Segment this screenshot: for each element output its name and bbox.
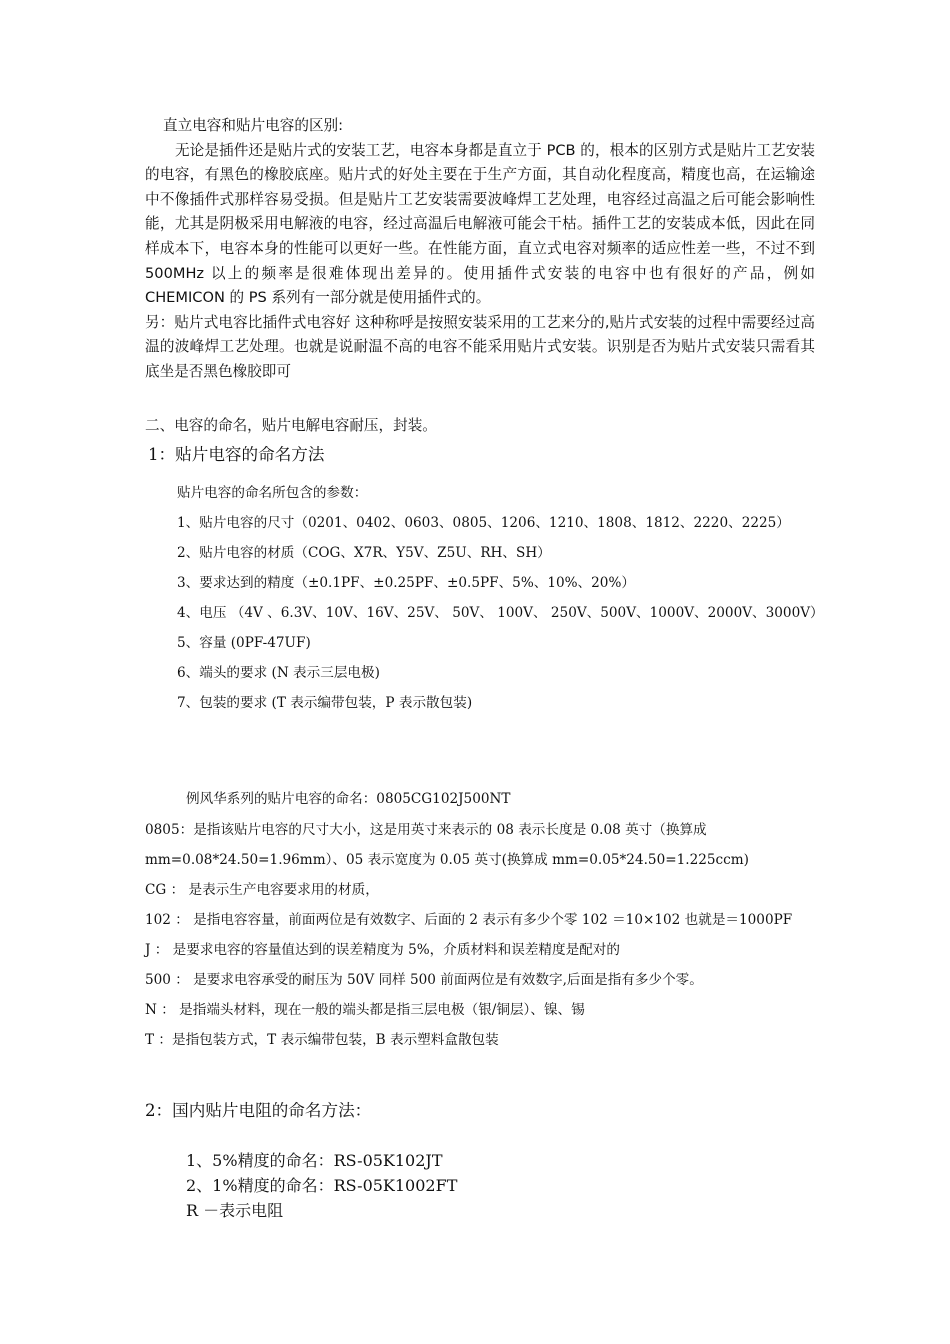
- detail-item: CG ： 是表示生产电容要求用的材质，: [145, 882, 379, 898]
- detail-item: N ： 是指端头材料，现在一般的端头都是指三层电极（银/铜层）、镍、锡: [145, 1002, 585, 1018]
- resistor-heading: 2：国内贴片电阻的命名方法：: [145, 1101, 372, 1120]
- list-item: 2、1%精度的命名：RS-05K1002FT: [186, 1176, 458, 1195]
- detail-item: 102 ： 是指电容容量，前面两位是有效数字、后面的 2 表示有多少个零 102 ＝10×102 也就是＝1000PF: [145, 912, 793, 928]
- params-intro: 贴片电容的命名所包含的参数：: [177, 485, 368, 501]
- list-item: 1、5%精度的命名：RS-05K102JT: [186, 1151, 443, 1170]
- list-item: 1、贴片电容的尺寸（0201、0402、0603、0805、1206、1210、1808、1812、2220、2225）: [177, 515, 790, 531]
- list-item: 5、容量 (0PF-47UF): [177, 635, 311, 651]
- naming-example: 例风华系列的贴片电容的命名：0805CG102J500NT: [186, 791, 511, 807]
- section-title: 直立电容和贴片电容的区别:: [163, 117, 344, 134]
- list-item: R －表示电阻: [186, 1201, 284, 1220]
- resistor-list: [186, 1148, 457, 1223]
- list-item: 7、包装的要求 (T 表示编带包装，P 表示散包装): [177, 695, 473, 711]
- section-heading: 二、电容的命名，贴片电解电容耐压，封装。: [145, 417, 437, 434]
- detail-item: 500 ： 是要求电容承受的耐压为 50V 同样 500 前面两位是有效数字,后面是指有多少个零。: [145, 972, 703, 988]
- detail-item: T ：是指包装方式，T 表示编带包装，B 表示塑料盒散包装: [145, 1032, 499, 1048]
- detail-item: J ： 是要求电容的容量值达到的误差精度为 5%，介质材料和误差精度是配对的: [145, 942, 620, 958]
- detail-item: 0805：是指该贴片电容的尺寸大小，这是用英寸来表示的 08 表示长度是 0.08 英寸（换算成 mm=0.08*24.50=1.96mm）、05 表示宽度为 0.05 英寸(换算成 mm=0.05*24.50=1.225ccm): [145, 822, 749, 868]
- list-item: 4、电压 （4V 、6.3V、10V、16V、25V、 50V、 100V、 250V、500V、1000V、2000V、3000V）: [177, 605, 824, 621]
- sub-heading: 1：贴片电容的命名方法: [148, 445, 325, 464]
- list-item: 3、要求达到的精度（±0.1PF、±0.25PF、±0.5PF、5%、10%、20%）: [177, 575, 635, 591]
- list-item: 6、端头的要求 (N 表示三层电极): [177, 665, 380, 681]
- params-list: [177, 478, 824, 718]
- paragraph: 无论是插件还是贴片式的安装工艺，电容本身都是直立于 PCB 的，根本的区别方式是贴片工艺安装的电容，有黑色的橡胶底座。贴片式的好处主要在于生产方面，其自动化程度高，精度也高，在运输途中不像插件式那样容易受损。但是贴片工艺安装需要波峰焊工艺处理，电容经过高温之后可能会影响性能，尤其是阴极采用电解液的电容，经过高温后电解液可能会干枯。插件工艺的安装成本低，因此在同样成本下，电容本身的性能可以更好一些。在性能方面，直立式电容对频率的适应性差一些，不过不到 500MHz 以上的频率是很难体现出差异的。使用插件式安装的电容中也有很好的产品，例如 CHEMICON 的 PS 系列有一部分就是使用插件式的。: [145, 141, 815, 307]
- paragraph: 另：贴片式电容比插件式电容好 这种称呼是按照安装采用的工艺来分的,贴片式安装的过程中需要经过高温的波峰焊工艺处理。也就是说耐温不高的电容不能采用贴片式安装。识别是否为贴片式安装只需看其底坐是否黑色橡胶即可: [145, 313, 815, 380]
- capacitor-difference-section: [145, 114, 815, 385]
- list-item: 2、贴片电容的材质（COG、X7R、Y5V、Z5U、RH、SH）: [177, 545, 551, 561]
- naming-details: [145, 815, 815, 1055]
